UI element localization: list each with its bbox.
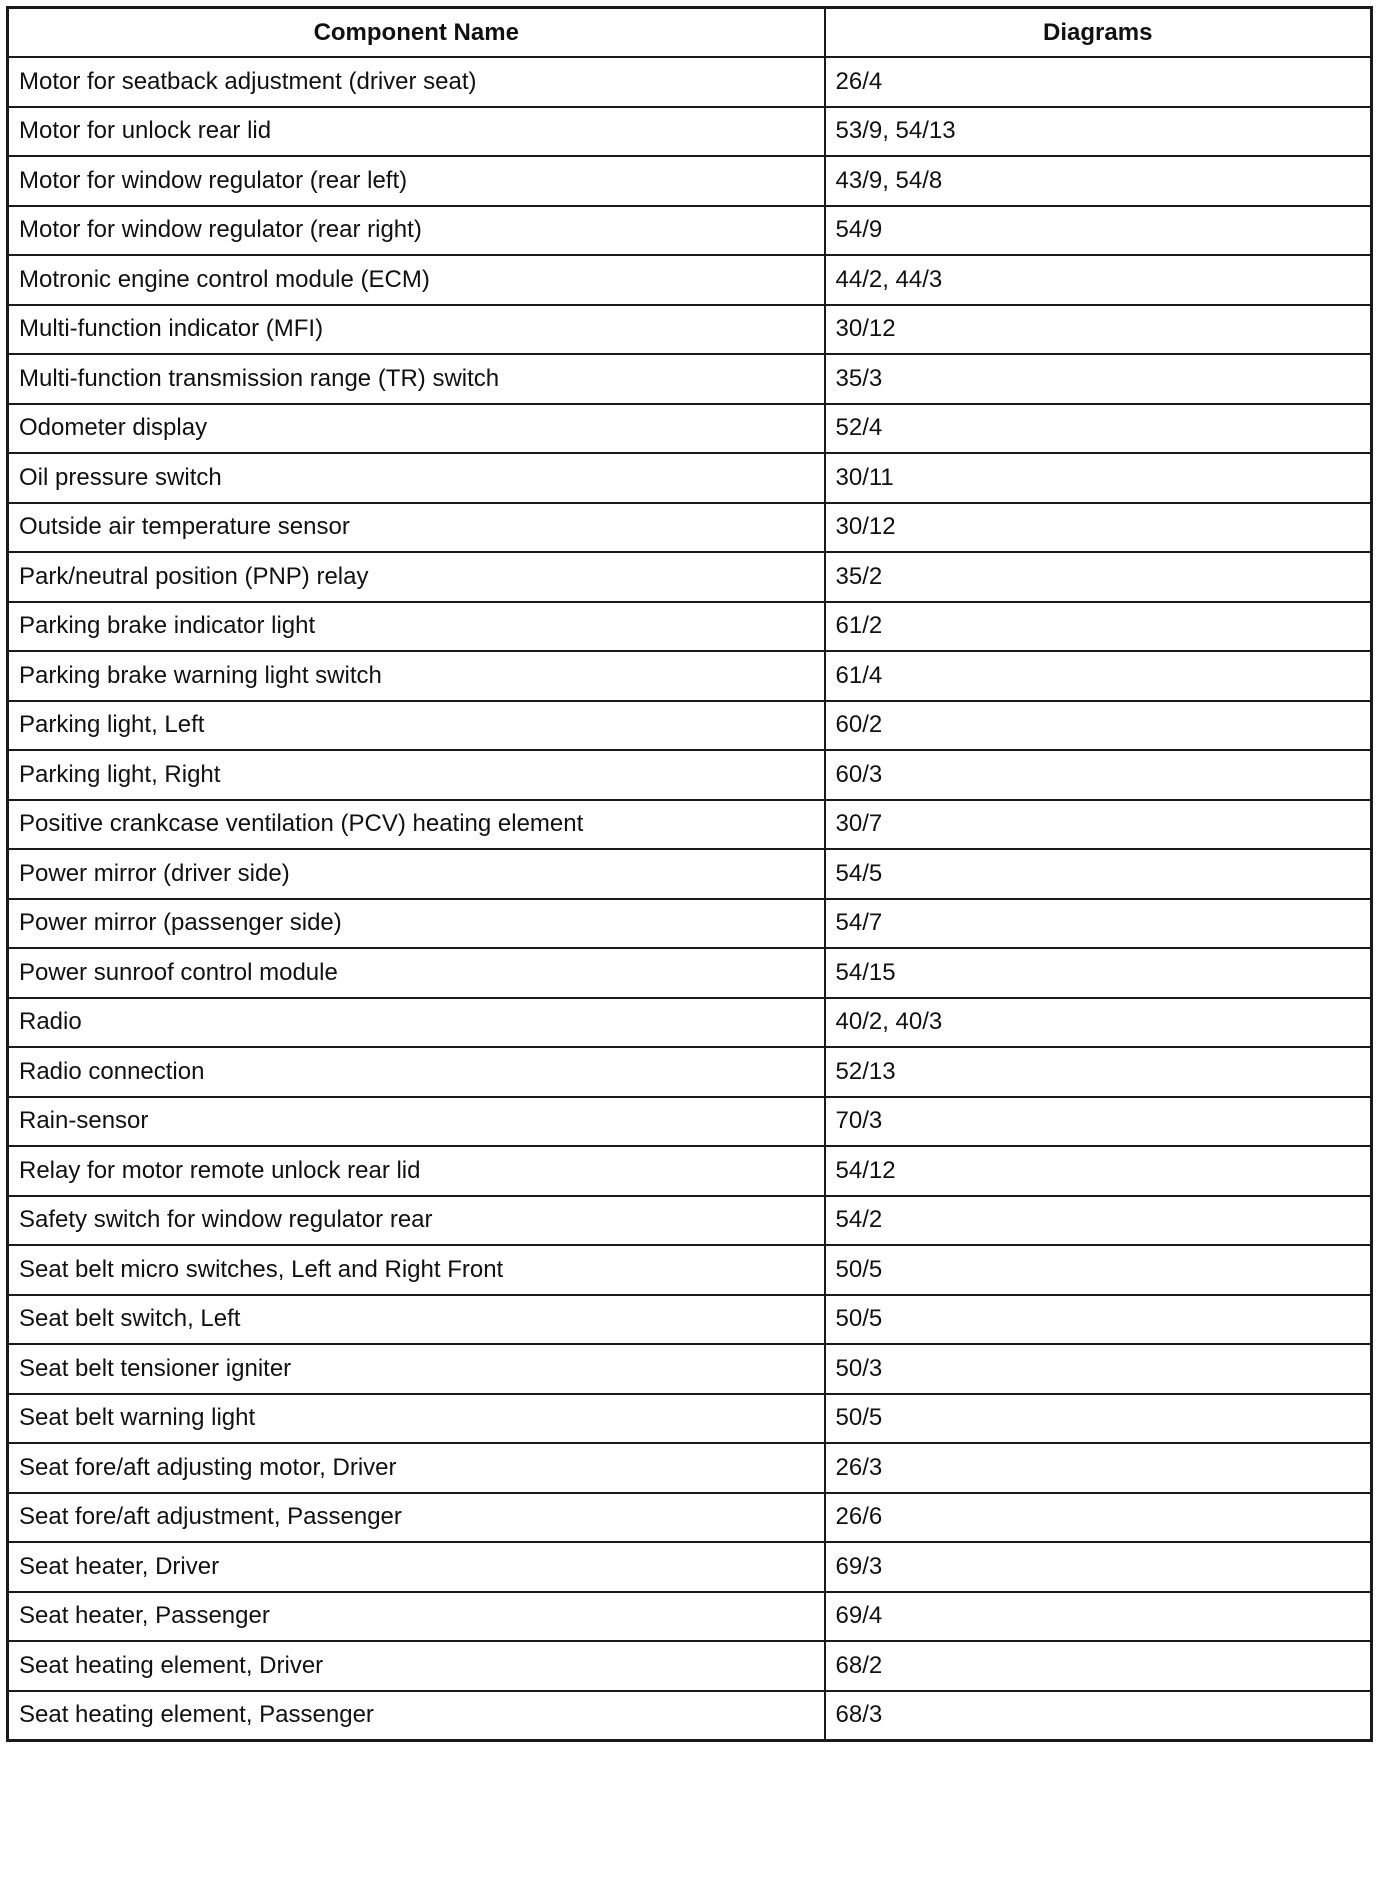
table-row	[8, 1394, 1372, 1444]
table-row	[8, 998, 1372, 1048]
diagrams-cell: 53/9, 54/13	[825, 107, 1372, 157]
table-row	[8, 57, 1372, 107]
diagrams-cell: 30/12	[825, 503, 1372, 553]
diagrams-cell: 68/2	[825, 1641, 1372, 1691]
component-name-cell: Odometer display	[8, 404, 825, 454]
table-row	[8, 1097, 1372, 1147]
component-table-container	[6, 6, 1370, 1742]
diagrams-cell: 35/3	[825, 354, 1372, 404]
diagrams-cell: 54/15	[825, 948, 1372, 998]
component-name-cell: Multi-function transmission range (TR) switch	[8, 354, 825, 404]
table-row	[8, 1047, 1372, 1097]
component-name-cell: Power mirror (driver side)	[8, 849, 825, 899]
diagrams-cell: 54/2	[825, 1196, 1372, 1246]
table-row	[8, 1146, 1372, 1196]
component-name-cell: Parking light, Left	[8, 701, 825, 751]
component-name-cell: Seat belt warning light	[8, 1394, 825, 1444]
table-body	[8, 57, 1372, 1740]
table-row	[8, 1443, 1372, 1493]
table-row	[8, 156, 1372, 206]
component-name-cell: Motor for window regulator (rear right)	[8, 206, 825, 256]
component-name-cell: Oil pressure switch	[8, 453, 825, 503]
diagrams-cell: 40/2, 40/3	[825, 998, 1372, 1048]
diagrams-cell: 50/5	[825, 1394, 1372, 1444]
table-row	[8, 552, 1372, 602]
diagrams-cell: 52/13	[825, 1047, 1372, 1097]
component-name-cell: Relay for motor remote unlock rear lid	[8, 1146, 825, 1196]
diagrams-cell: 54/12	[825, 1146, 1372, 1196]
diagrams-cell: 61/4	[825, 651, 1372, 701]
table-row	[8, 1295, 1372, 1345]
diagrams-cell: 26/6	[825, 1493, 1372, 1543]
diagrams-cell: 26/3	[825, 1443, 1372, 1493]
table-row	[8, 1245, 1372, 1295]
table-row	[8, 750, 1372, 800]
component-name-cell: Seat heating element, Passenger	[8, 1691, 825, 1741]
diagrams-cell: 68/3	[825, 1691, 1372, 1741]
table-row	[8, 1641, 1372, 1691]
table-row	[8, 354, 1372, 404]
table-row	[8, 503, 1372, 553]
diagrams-cell: 54/7	[825, 899, 1372, 949]
component-name-cell: Positive crankcase ventilation (PCV) heating element	[8, 800, 825, 850]
component-name-cell: Rain-sensor	[8, 1097, 825, 1147]
component-name-cell: Parking brake indicator light	[8, 602, 825, 652]
component-name-cell: Parking light, Right	[8, 750, 825, 800]
diagrams-cell: 50/5	[825, 1295, 1372, 1345]
diagrams-cell: 54/5	[825, 849, 1372, 899]
table-row	[8, 701, 1372, 751]
table-row	[8, 107, 1372, 157]
component-name-cell: Seat belt switch, Left	[8, 1295, 825, 1345]
table-row	[8, 255, 1372, 305]
table-row	[8, 602, 1372, 652]
table-row	[8, 1592, 1372, 1642]
component-name-cell: Motor for window regulator (rear left)	[8, 156, 825, 206]
header-component-name: Component Name	[8, 8, 825, 58]
diagrams-cell: 50/5	[825, 1245, 1372, 1295]
component-name-cell: Seat fore/aft adjustment, Passenger	[8, 1493, 825, 1543]
table-header-row	[8, 8, 1372, 58]
table-row	[8, 453, 1372, 503]
component-name-cell: Power mirror (passenger side)	[8, 899, 825, 949]
table-row	[8, 899, 1372, 949]
component-name-cell: Multi-function indicator (MFI)	[8, 305, 825, 355]
table-row	[8, 305, 1372, 355]
diagrams-cell: 26/4	[825, 57, 1372, 107]
table-row	[8, 1493, 1372, 1543]
diagrams-cell: 30/7	[825, 800, 1372, 850]
diagrams-cell: 43/9, 54/8	[825, 156, 1372, 206]
diagrams-cell: 54/9	[825, 206, 1372, 256]
table-row	[8, 1196, 1372, 1246]
component-name-cell: Radio	[8, 998, 825, 1048]
component-name-cell: Seat heater, Passenger	[8, 1592, 825, 1642]
component-name-cell: Radio connection	[8, 1047, 825, 1097]
table-row	[8, 849, 1372, 899]
component-diagram-table	[6, 6, 1373, 1742]
table-row	[8, 948, 1372, 998]
diagrams-cell: 52/4	[825, 404, 1372, 454]
diagrams-cell: 69/4	[825, 1592, 1372, 1642]
component-name-cell: Motronic engine control module (ECM)	[8, 255, 825, 305]
component-name-cell: Seat belt micro switches, Left and Right Front	[8, 1245, 825, 1295]
component-name-cell: Safety switch for window regulator rear	[8, 1196, 825, 1246]
diagrams-cell: 50/3	[825, 1344, 1372, 1394]
component-name-cell: Power sunroof control module	[8, 948, 825, 998]
diagrams-cell: 60/3	[825, 750, 1372, 800]
diagrams-cell: 61/2	[825, 602, 1372, 652]
component-name-cell: Outside air temperature sensor	[8, 503, 825, 553]
component-name-cell: Motor for unlock rear lid	[8, 107, 825, 157]
table-row	[8, 1344, 1372, 1394]
component-name-cell: Parking brake warning light switch	[8, 651, 825, 701]
table-row	[8, 404, 1372, 454]
diagrams-cell: 44/2, 44/3	[825, 255, 1372, 305]
diagrams-cell: 69/3	[825, 1542, 1372, 1592]
diagrams-cell: 60/2	[825, 701, 1372, 751]
table-row	[8, 1542, 1372, 1592]
component-name-cell: Motor for seatback adjustment (driver seat)	[8, 57, 825, 107]
component-name-cell: Seat heater, Driver	[8, 1542, 825, 1592]
diagrams-cell: 30/12	[825, 305, 1372, 355]
diagrams-cell: 30/11	[825, 453, 1372, 503]
component-name-cell: Seat belt tensioner igniter	[8, 1344, 825, 1394]
table-row	[8, 206, 1372, 256]
component-name-cell: Park/neutral position (PNP) relay	[8, 552, 825, 602]
table-row	[8, 1691, 1372, 1741]
table-row	[8, 800, 1372, 850]
header-diagrams: Diagrams	[825, 8, 1372, 58]
table-row	[8, 651, 1372, 701]
diagrams-cell: 35/2	[825, 552, 1372, 602]
component-name-cell: Seat fore/aft adjusting motor, Driver	[8, 1443, 825, 1493]
diagrams-cell: 70/3	[825, 1097, 1372, 1147]
component-name-cell: Seat heating element, Driver	[8, 1641, 825, 1691]
